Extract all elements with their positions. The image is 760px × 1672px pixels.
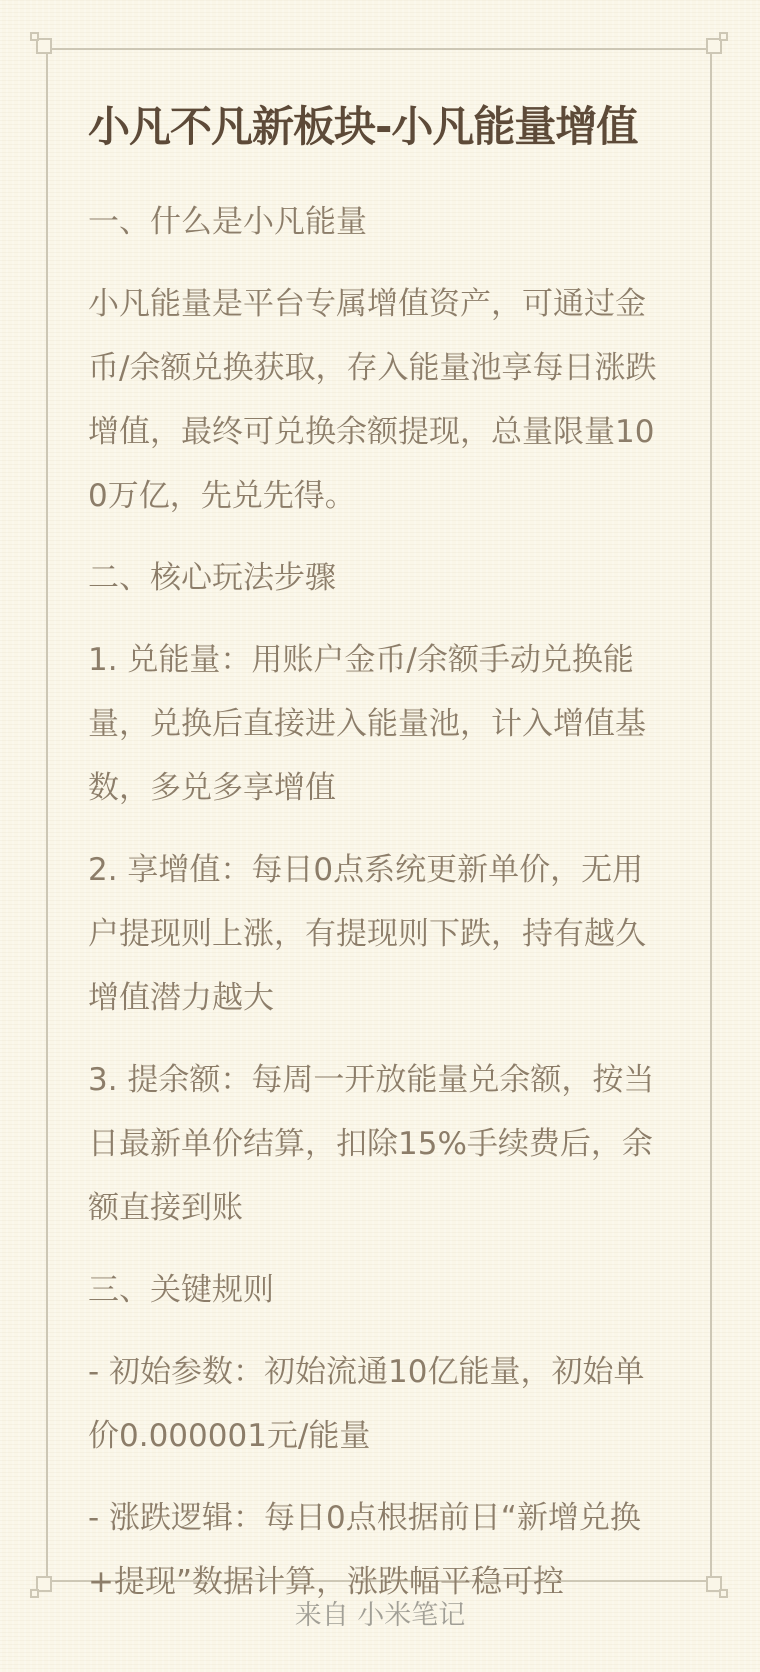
step-exchange-energy: 1. 兑能量：用账户金币/余额手动兑换能量，兑换后直接进入能量池，计入增值基数，多兑多享增值 [88, 642, 646, 806]
section-core-gameplay-steps [88, 546, 674, 1240]
step-enjoy-appreciation: 2. 享增值：每日0点系统更新单价，无用户提现则上涨，有提现则下跌，持有越久增值潜力越大 [88, 852, 646, 1016]
rule-initial-parameters: - 初始参数：初始流通10亿能量，初始单价0.000001元/能量 [88, 1354, 645, 1454]
corner-square-ornament [36, 38, 52, 54]
source-attribution: 来自 小米笔记 [294, 1600, 466, 1631]
section-what-is-energy [88, 190, 674, 528]
step-withdraw-balance: 3. 提余额：每周一开放能量兑余额，按当日最新单价结算，扣除15%手续费后，余额直接到账 [88, 1062, 655, 1226]
section-heading: 二、核心玩法步骤 [88, 560, 336, 596]
corner-square-ornament [706, 1576, 722, 1592]
note-title: 小凡不凡新板块-小凡能量增值 [88, 102, 638, 151]
section-paragraph: 小凡能量是平台专属增值资产，可通过金币/余额兑换获取，存入能量池享每日涨跌增值，最终可兑换余额提现，总量限量100万亿，先兑先得。 [88, 286, 657, 514]
section-heading: 一、什么是小凡能量 [88, 204, 367, 240]
corner-square-ornament [706, 38, 722, 54]
corner-square-ornament [36, 1576, 52, 1592]
section-heading: 三、关键规则 [88, 1272, 274, 1308]
note-content [88, 98, 674, 1632]
corner-mini-square-ornament [30, 32, 39, 41]
section-key-rules [88, 1258, 674, 1614]
rule-price-fluctuation-logic: - 涨跌逻辑：每日0点根据前日“新增兑换+提现”数据计算，涨跌幅平稳可控 [88, 1500, 641, 1600]
corner-mini-square-ornament [719, 32, 728, 41]
